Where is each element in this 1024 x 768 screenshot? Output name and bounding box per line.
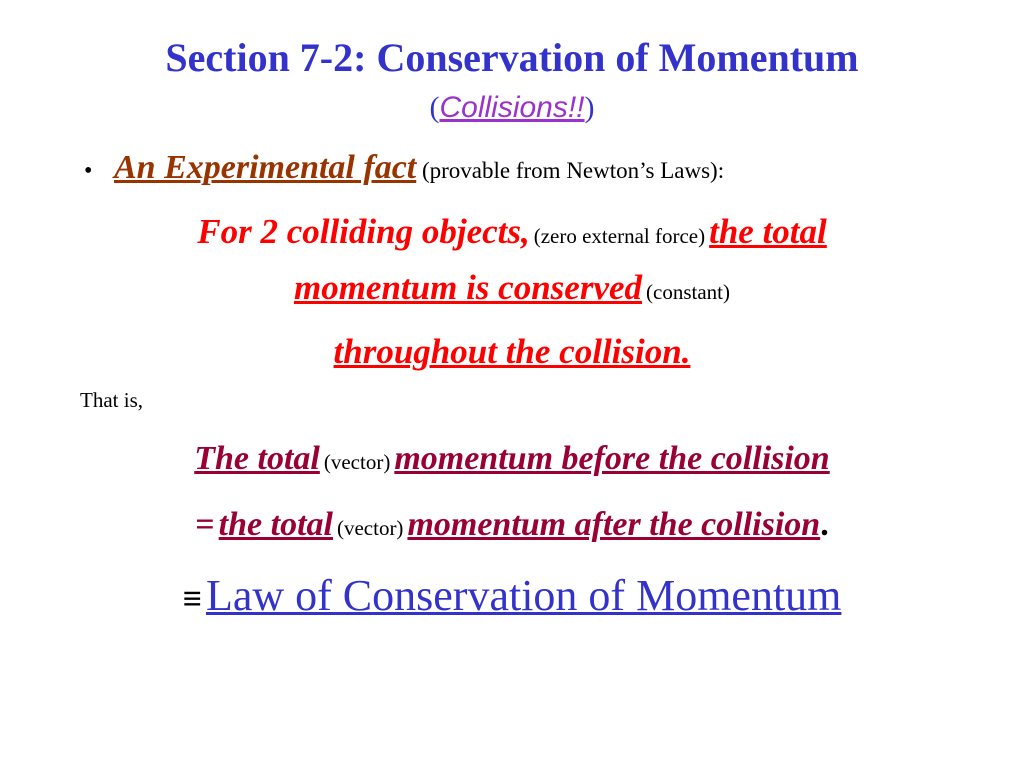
equals-sign: = — [195, 506, 215, 543]
period: . — [820, 506, 829, 543]
momentum-after-text: momentum after the collision — [407, 506, 821, 543]
statement-line-3 — [0, 326, 1024, 385]
the-total-text: the total — [709, 212, 827, 251]
subtitle-collisions: Collisions!! — [439, 91, 585, 124]
bullet-experimental-fact — [84, 148, 724, 191]
equivalence-symbol: ≡ — [182, 581, 202, 618]
the-total-after-text: the total — [218, 506, 333, 543]
experimental-fact-text: An Experimental fact — [114, 149, 417, 186]
colliding-objects-text: For 2 colliding objects, — [197, 212, 530, 251]
law-line — [0, 566, 1024, 636]
statement-line-2 — [0, 262, 1024, 321]
throughout-collision-text: throughout the collision. — [333, 332, 691, 371]
subtitle-close-paren: ) — [584, 91, 595, 124]
slide-title: Section 7-2: Conservation of Momentum — [165, 35, 859, 80]
constant-note: (constant) — [646, 280, 731, 304]
the-total-before-text: The total — [194, 440, 320, 477]
bullet-icon: • — [84, 158, 93, 184]
momentum-conserved-text: momentum is conserved — [293, 268, 643, 307]
subtitle-open-paren: ( — [429, 91, 440, 124]
statement-line-1 — [0, 206, 1024, 265]
zero-external-force-note: (zero external force) — [533, 224, 706, 248]
law-of-conservation-text: Law of Conservation of Momentum — [205, 571, 842, 620]
equation-line-1 — [0, 432, 1024, 492]
momentum-before-text: momentum before the collision — [394, 440, 830, 477]
vector-note-1: (vector) — [323, 450, 391, 474]
equation-line-2 — [0, 498, 1024, 558]
slide-subtitle — [0, 90, 1024, 126]
provable-note: (provable from Newton’s Laws): — [421, 158, 725, 183]
that-is-label: That is, — [80, 388, 143, 412]
vector-note-2: (vector) — [336, 516, 404, 540]
